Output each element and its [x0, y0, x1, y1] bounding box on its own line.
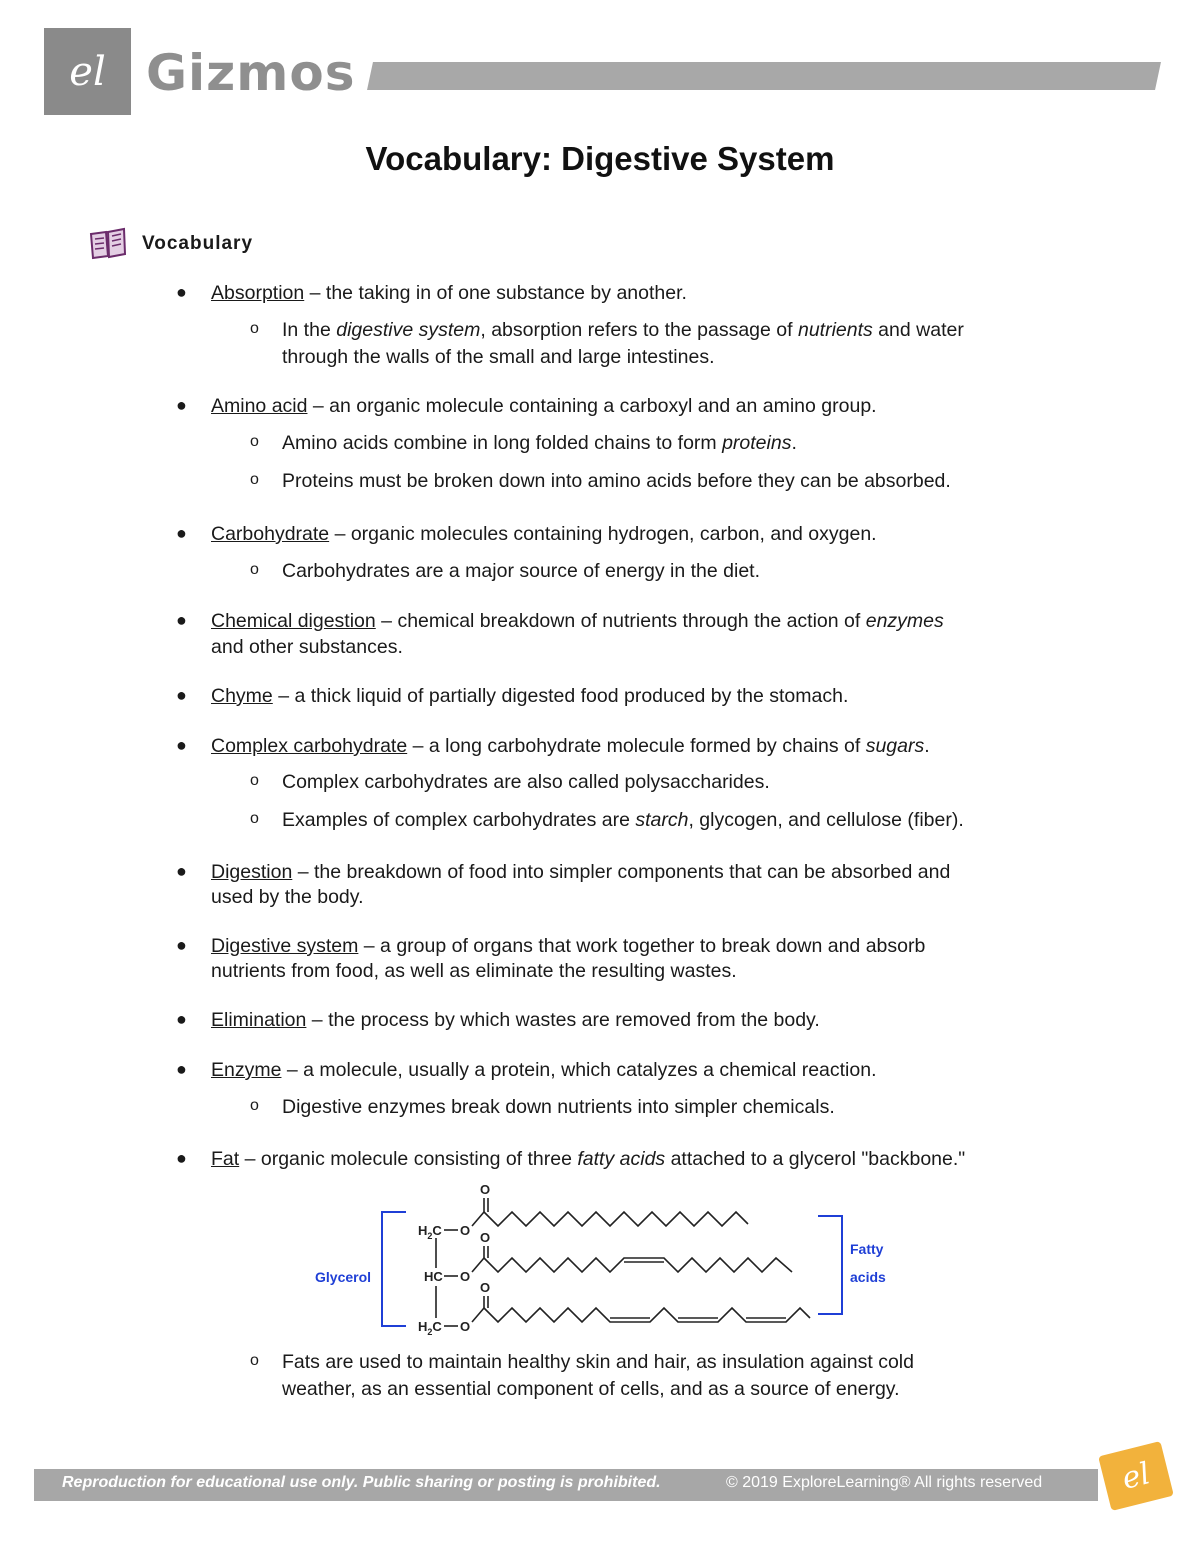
text: Examples of complex carbohydrates are	[282, 809, 636, 831]
sub-bullet: o	[250, 561, 259, 578]
bullet: ●	[176, 1009, 187, 1029]
book-icon	[88, 226, 128, 262]
bullet: ●	[176, 523, 187, 543]
explorelearning-logo: el	[1098, 1441, 1174, 1511]
text-italic: enzymes	[865, 610, 944, 632]
term: Digestive system	[211, 935, 359, 957]
text-italic: nutrients	[797, 319, 873, 341]
definition: – chemical breakdown of nutrients through the action of	[375, 610, 866, 632]
bullet: ●	[176, 735, 187, 755]
list-item	[211, 393, 877, 419]
term: Chyme	[211, 685, 273, 707]
term: Fat	[211, 1148, 240, 1170]
text: , absorption refers to the passage of	[480, 319, 798, 341]
definition: – a long carbohydrate molecule formed by chains of	[407, 735, 866, 757]
list-item	[211, 1007, 820, 1033]
sub-item	[282, 807, 964, 833]
term: Absorption	[211, 282, 305, 304]
text-italic: proteins	[722, 432, 792, 454]
sub-item: Complex carbohydrates are also called polysaccharides.	[282, 771, 770, 793]
sub-item	[282, 317, 964, 343]
list-item	[211, 521, 877, 547]
definition: – a molecule, usually a protein, which catalyzes a chemical reaction.	[281, 1059, 877, 1081]
list-item-cont: and other substances.	[211, 636, 403, 658]
fatty-label: Fatty	[850, 1241, 884, 1257]
sub-item	[282, 430, 797, 456]
acids-label: acids	[850, 1269, 886, 1285]
text-italic: fatty acids	[577, 1148, 666, 1170]
sub-item: Fats are used to maintain healthy skin and hair, as insulation against cold	[282, 1351, 914, 1373]
oxygen-label: O	[460, 1319, 471, 1334]
section-label: Vocabulary	[142, 233, 254, 254]
h2c-label-bottom: $H_2C$	[418, 1319, 442, 1337]
bullet: ●	[176, 1059, 187, 1079]
definition: – the process by which wastes are removed from the body.	[306, 1009, 820, 1031]
list-item	[211, 933, 925, 959]
term: Enzyme	[211, 1059, 282, 1081]
definition: – an organic molecule containing a carboxyl and an amino group.	[307, 395, 877, 417]
list-item	[211, 733, 930, 759]
bullet: ●	[176, 861, 187, 881]
page-title: Vocabulary: Digestive System	[365, 140, 835, 177]
text: Amino acids combine in long folded chains to form	[282, 432, 723, 454]
sub-bullet: o	[250, 433, 259, 450]
term: Carbohydrate	[211, 523, 330, 545]
hc-label: HC	[424, 1269, 443, 1284]
bullet: ●	[176, 935, 187, 955]
sub-item: Digestive enzymes break down nutrients into simpler chemicals.	[282, 1096, 835, 1118]
brand-name: Gizmos	[146, 44, 356, 102]
text-italic: starch	[635, 809, 689, 831]
carbonyl-oxygen: O	[480, 1280, 491, 1295]
definition: – a thick liquid of partially digested food produced by the stomach.	[272, 685, 849, 707]
bullet: ●	[176, 282, 187, 302]
text-italic: sugars	[865, 735, 925, 757]
sub-item-cont: through the walls of the small and large intestines.	[282, 346, 715, 368]
h2c-label-top: $H_2C$	[418, 1223, 442, 1241]
definition: – the taking in of one substance by another.	[304, 282, 687, 304]
list-item-cont: used by the body.	[211, 886, 364, 908]
list-item	[211, 683, 848, 709]
text: attached to a glycerol "backbone."	[665, 1148, 966, 1170]
term: Amino acid	[211, 395, 308, 417]
list-item	[211, 1057, 877, 1083]
glycerol-label: Glycerol	[315, 1269, 372, 1285]
text: .	[924, 735, 930, 757]
term: Elimination	[211, 1009, 307, 1031]
sub-item: Carbohydrates are a major source of energy in the diet.	[282, 560, 761, 582]
bullet: ●	[176, 1148, 187, 1168]
sub-bullet: o	[250, 320, 259, 337]
bullet: ●	[176, 395, 187, 415]
sub-bullet: o	[250, 810, 259, 827]
text: .	[791, 432, 797, 454]
term: Digestion	[211, 861, 293, 883]
text: and water	[872, 319, 964, 341]
fat-molecule-diagram	[300, 1178, 900, 1338]
sub-bullet: o	[250, 772, 259, 789]
definition: – the breakdown of food into simpler components that can be absorbed and	[292, 861, 951, 883]
sub-item: Proteins must be broken down into amino acids before they can be absorbed.	[282, 470, 951, 492]
carbonyl-oxygen: O	[480, 1182, 491, 1197]
sub-bullet: o	[250, 1097, 259, 1114]
list-item-cont: nutrients from food, as well as eliminate the resulting wastes.	[211, 960, 737, 982]
text-italic: digestive system	[336, 319, 481, 341]
header-bar	[367, 62, 1161, 90]
gizmos-logo: el	[44, 28, 131, 115]
definition: – organic molecule consisting of three	[239, 1148, 578, 1170]
section-heading	[88, 226, 253, 262]
carbonyl-oxygen: O	[480, 1230, 491, 1245]
definition: – organic molecules containing hydrogen, carbon, and oxygen.	[329, 523, 877, 545]
footer-notice: Reproduction for educational use only. Public sharing or posting is prohibited.	[62, 1474, 661, 1491]
list-item	[211, 1146, 965, 1172]
footer-copyright: © 2019 ExploreLearning® All rights reserved	[726, 1474, 1043, 1491]
text: In the	[282, 319, 337, 341]
term: Complex carbohydrate	[211, 735, 408, 757]
term: Chemical digestion	[211, 610, 376, 632]
list-item	[211, 859, 950, 885]
list-item	[211, 608, 944, 634]
bullet: ●	[176, 685, 187, 705]
sub-bullet: o	[250, 1352, 259, 1369]
oxygen-label: O	[460, 1223, 471, 1238]
fatty-acids-bracket	[818, 1216, 842, 1314]
text: , glycogen, and cellulose (fiber).	[688, 809, 964, 831]
sub-item-cont: weather, as an essential component of cells, and as a source of energy.	[282, 1378, 900, 1400]
definition: – a group of organs that work together to break down and absorb	[358, 935, 926, 957]
glycerol-bracket	[382, 1212, 406, 1326]
bullet: ●	[176, 610, 187, 630]
oxygen-label: O	[460, 1269, 471, 1284]
sub-bullet: o	[250, 471, 259, 488]
list-item	[211, 280, 687, 306]
